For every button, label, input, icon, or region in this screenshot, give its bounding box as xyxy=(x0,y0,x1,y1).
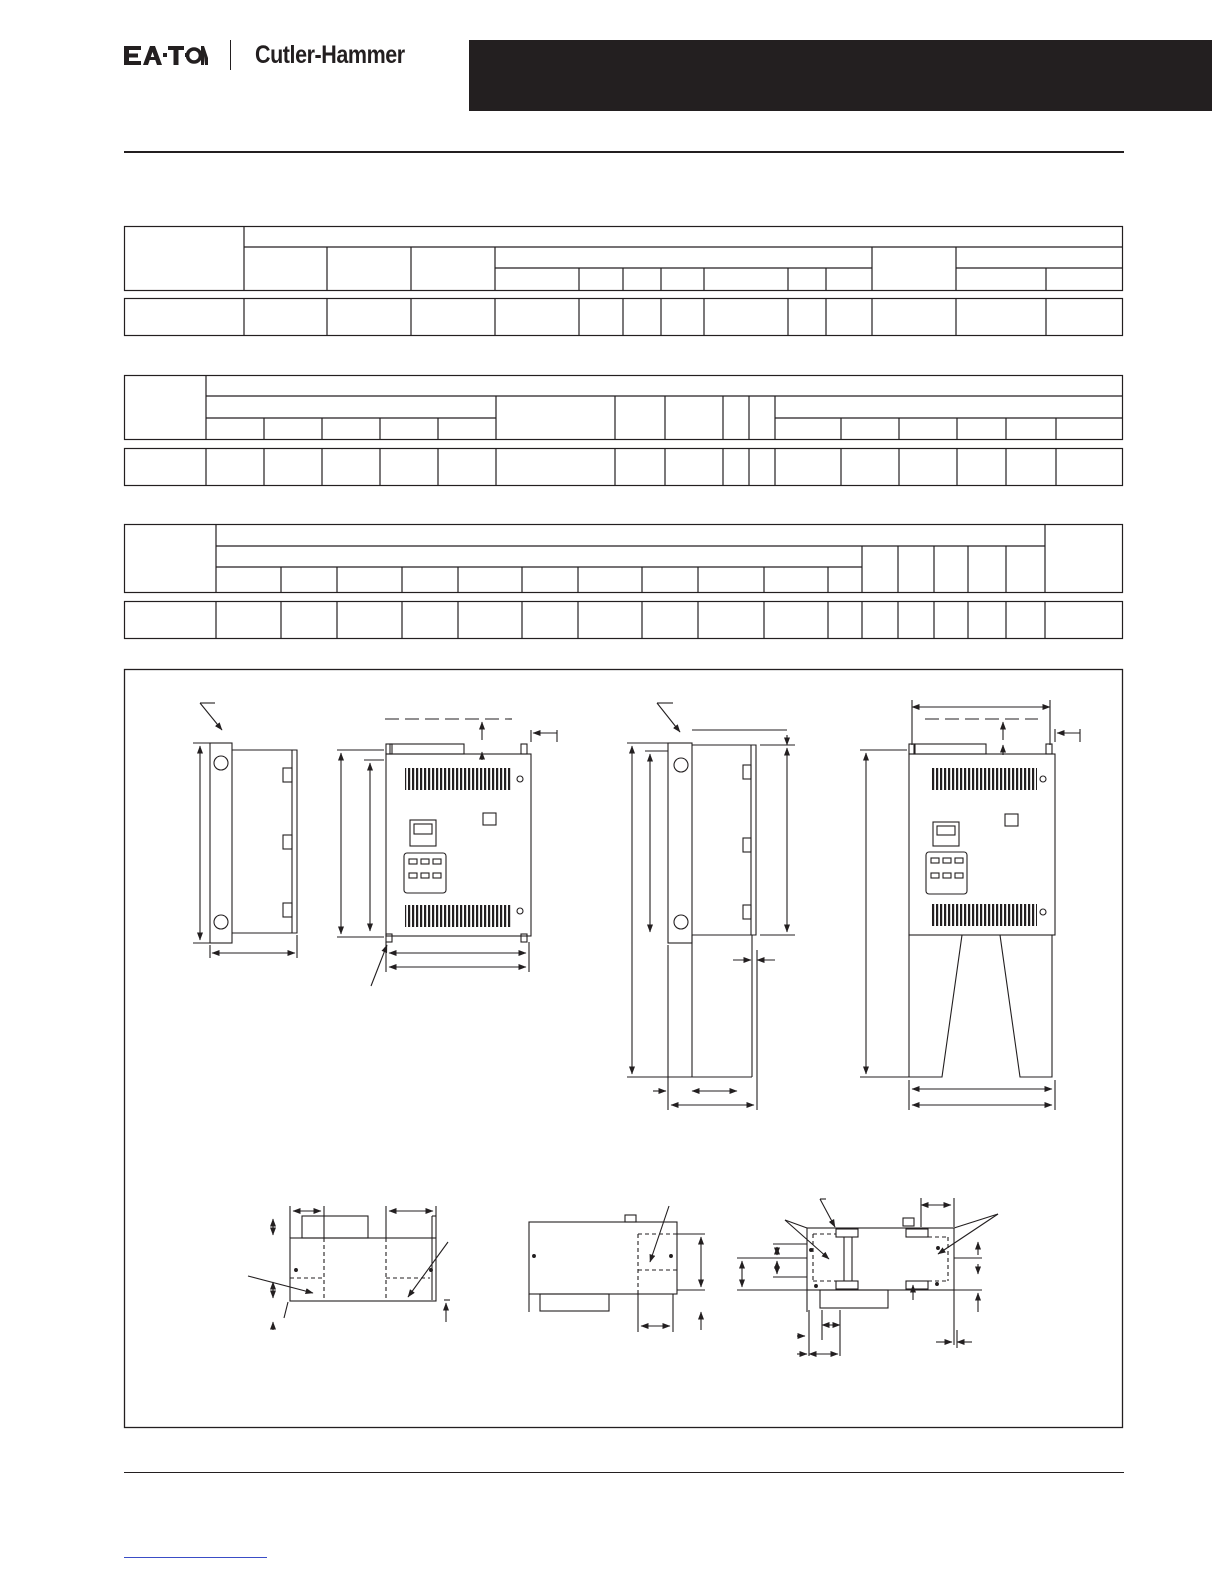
brand-subtitle: Cutler-Hammer xyxy=(255,41,405,69)
bottom-view-1 xyxy=(248,1206,450,1330)
bottom-view-3 xyxy=(737,1198,998,1356)
footer-link-underline[interactable] xyxy=(124,1557,267,1558)
side-view-small xyxy=(193,703,297,958)
side-view-tall xyxy=(627,703,795,1110)
bottom-view-2 xyxy=(529,1206,705,1332)
front-view-small xyxy=(337,719,557,986)
front-view-tall xyxy=(860,700,1080,1110)
footer-rule xyxy=(124,1472,1124,1473)
